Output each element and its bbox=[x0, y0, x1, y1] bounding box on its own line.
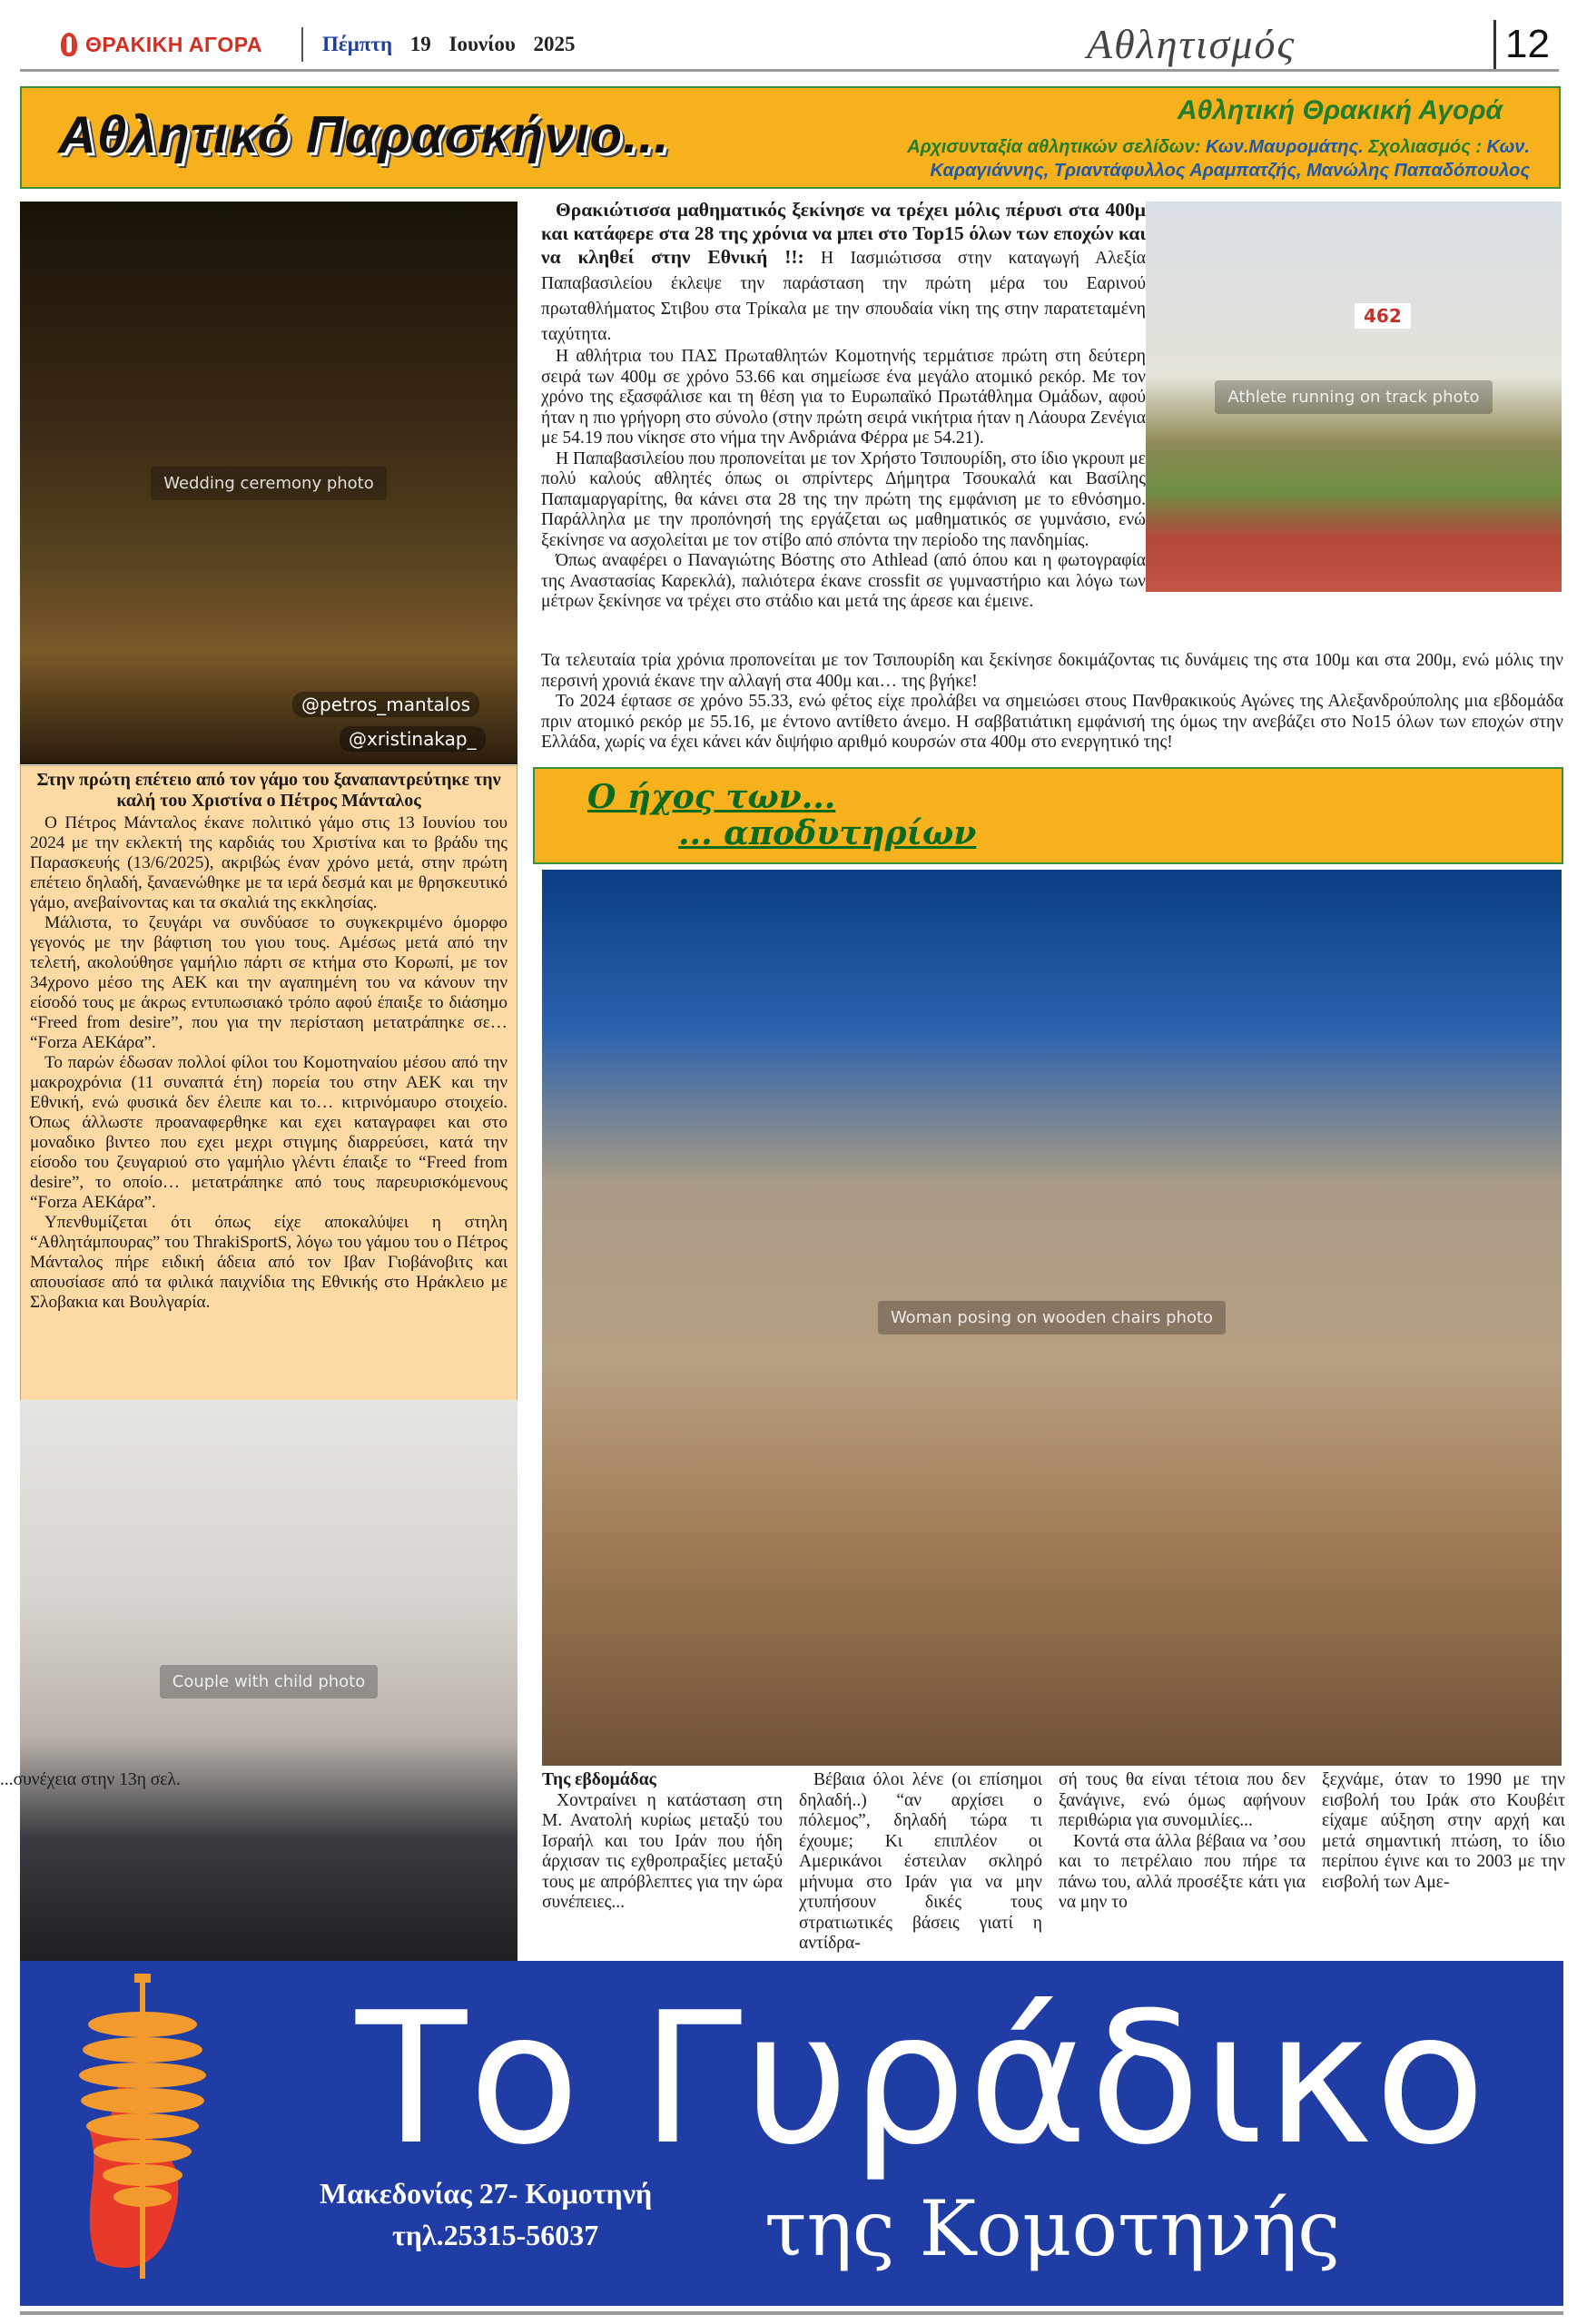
chairs-photo bbox=[542, 870, 1562, 1766]
athlete-headline-bold: Θρακιώτισσα μαθηματικός ξεκίνησε να τρέχει μόλις πέρυσι στα 400μ και κατάφερε στα 28 της χρόνια να μπει στο Top15 όλων των εποχών και να κληθεί στην Εθνική !!: bbox=[541, 199, 1146, 268]
weekly-text-4: ξεχνάμε, όταν το 1990 με την εισβολή του Ιράκ στο Κουβέιτ είχαμε αύξηση στην αρχή και μετά σημαντική πτώση, το ίδιο περίπου έγινε και το 2003 με την εισβολή των Αμε- bbox=[1322, 1770, 1565, 1892]
family-photo-caption: Couple with child photo bbox=[160, 1665, 379, 1699]
weekly-column-4 bbox=[1322, 1770, 1565, 1893]
wedding-photo-caption: Wedding ceremony photo bbox=[151, 467, 387, 500]
restaurant-subtitle: της Κομοτηνής bbox=[764, 2184, 1341, 2273]
athlete-article-headline bbox=[541, 198, 1146, 347]
dateline bbox=[322, 33, 588, 56]
credits-label: Αρχισυνταξία αθλητικών σελίδων: bbox=[907, 137, 1201, 157]
month: Ιουνίου bbox=[448, 33, 516, 55]
wedding-paragraph-1: Ο Πέτρος Μάνταλος έκανε πολιτικό γάμο στις 13 Ιουνίου του 2024 με την εκλεκτή της καρδιάς του Χριστίνα και το βράδυ της Παρασκευής (13/6/2025), ακριβώς έναν χρόνο μετά, στην πρώτη επέτειο δηλαδή, ξαναενώθηκε με τα ιερά δεσμά και με θρησκευτικό γάμο, ανεβαίνοντας και τα σκαλιά της εκκλησίας. bbox=[30, 813, 508, 912]
wedding-paragraph-2: Μάλιστα, το ζευγάρι να συνδύασε το συγκεκριμένο όμορφο γεγονός με την βάφτιση του γιου τους. Αμέσως μετά από την τελετή, ακολούθησε γαμήλιο πάρτι σε κτήμα στο Κορωπί, με τον 34χρονο μέσο της ΑΕΚ και την αγαπημένη του να κάνουν την είσοδό τους με άκρως εντυπωσιακό τρόπο αφού έπαιξε το διάσημο “Freed from desire”, που για την περίσταση μετατράπηκε σε… “Forza ΑΕΚάρα”. bbox=[30, 913, 508, 1052]
athlete-article bbox=[541, 198, 1146, 613]
wedding-paragraph-4: Υπενθυμίζεται ότι όπως είχε αποκαλύψει η στηλη “Αθλητάμπουρας” του ThrakiSportS, λόγω του γάμου του ο Πέτρος Μάνταλος πήρε ειδική άδεια από τον Ιβαν Γιοβάνοβιτς και απουσίασε από τα φιλικά παιχνίδια της Εθνικής στο Ηράκλειο με Σλοβακια και Βουλγαρία. bbox=[30, 1213, 508, 1312]
weekly-text-1: Χοντραίνει η κατάσταση στη Μ. Ανατολή κυρίως μεταξύ του Ισραήλ και του Ιράν που ήδη άρχισαν τις εχθροπραξίες μεταξύ τους με απρόβλεπτες για την ώρα συνέπειες... bbox=[542, 1790, 783, 1912]
restaurant-address: Μακεδονίας 27- Κομοτηνή bbox=[320, 2177, 653, 2210]
weekday: Πέμπτη bbox=[322, 33, 393, 55]
instagram-tag-xristina: @xristinakap_ bbox=[340, 726, 486, 752]
banner-brand: Αθλητική Θρακική Αγορά bbox=[1177, 95, 1503, 125]
page-bottom-rule bbox=[20, 2311, 1563, 2315]
page-number: 12 bbox=[1493, 20, 1559, 69]
athlete-paragraph-4: Το 2024 έφτασε σε χρόνο 55.33, ενώ φέτος είχε προλάβει να σημειώσει στους Πανθρακικούς Αγώνες της Αλεξανδρούπολης μια εβδομάδα πριν ατομικό ρεκόρ με 55.16, με έντονο αντίθετο άνεμο. Η σαββατιάτικη εμφάνισή της όμως την ανεβάζει στο Νο15 όλων των εποχών στην Ελλάδα, χωρίς να έχει κάνει κάν διψήφιο αριθμό κουρσών στα 400μ στο ενεργητικό της! bbox=[541, 692, 1563, 752]
credits-editor: Κων.Μαυρομάτης. bbox=[1200, 137, 1364, 157]
runner-photo bbox=[1146, 202, 1562, 592]
restaurant-phone: τηλ.25315-56037 bbox=[392, 2219, 599, 2251]
athlete-paragraph-1: Η αθλήτρια του ΠΑΣ Πρωταθλητών Κομοτηνής τερμάτισε πρώτη στη δεύτερη σειρά των 400μ σε χρόνο 53.66 και σημείωσε ένα μεγάλο ατομικό ρεκόρ. Με τον χρόνο της εξασφάλισε και τη θέση για το Ευρωπαϊκό Πρωτάθλημα Ομάδων, αφού ήταν η πιο γρήγορη στο σύνολο (στην πρώτη σειρά νικήτρια ήταν η Λάουρα Ζενέγια με 54.19 που νίκησε στο νήμα την Ανδριάνα Φέρρα με 54.21). bbox=[541, 347, 1146, 448]
section-title: Αθλητισμός bbox=[1087, 21, 1296, 67]
newspaper-logo bbox=[58, 27, 303, 62]
locker-title-line-2: ... αποδυτηρίων bbox=[678, 814, 977, 852]
banner-credits bbox=[876, 135, 1530, 182]
wedding-paragraph-3: Το παρών έδωσαν πολλοί φίλοι του Κομοτηναίου μέσου από την μακροχρόνια (11 συναπτά έτη) πορεία του στην ΑΕΚ και την Εθνική, ενώ φυσικά δεν έλειπε και το… κιτρινόμαυρο στοιχείο. Όπως άλλωστε προαναφερθηκε και εχει καταγραφει και στο μοναδικο βιντεο που εχει μεχρι στιγμης διαρρεύσει, κατά την είσοδο του ζευγαριού στο γαμήλιο γλέντι έπαιξε το “Freed from desire”, το οποίο… μετατράπηκε από τους παρευρισκόμενους “Forza ΑΕΚάρα”. bbox=[30, 1053, 508, 1212]
section-banner bbox=[20, 86, 1561, 189]
restaurant-advertisement bbox=[20, 1961, 1563, 2306]
race-bib: 462 bbox=[1355, 303, 1411, 329]
locker-room-banner bbox=[533, 767, 1563, 864]
weekly-column-3 bbox=[1059, 1770, 1306, 1914]
masthead bbox=[20, 16, 1559, 73]
chairs-photo-caption: Woman posing on wooden chairs photo bbox=[878, 1301, 1226, 1334]
weekly-column-1 bbox=[542, 1770, 783, 1914]
locker-title-line-1: Ο ήχος των... bbox=[587, 778, 836, 816]
credits-comments-label: Σχολιασμός : bbox=[1363, 137, 1482, 157]
wedding-article bbox=[20, 765, 517, 1401]
family-photo bbox=[20, 1400, 517, 1963]
athlete-paragraph-2: Η Παπαβασιλείου που προπονείται με τον Χρήστο Τσιπουρίδη, στο ίδιο γκρουπ με πολύ καλούς αθλητές όπως οι σπρίντερς Δήμητρα Τσουκαλά και Βασίλης Παπαμαργαρίτης, θα κάνει στα 28 της την πρώτη της εμφάνιση με το εθνόσημο. Παράλληλα με την προπόνησή της εργάζεται ως μαθηματικός σε γυμνάσιο, ενώ ξεκίνησε να ασχολείται με τον στίβο από σπόντα την περίοδο της πανδημίας. bbox=[541, 448, 1146, 550]
year: 2025 bbox=[533, 33, 576, 55]
day: 19 bbox=[409, 33, 431, 55]
flame-logo-icon bbox=[58, 31, 80, 58]
athlete-article-continuation bbox=[541, 651, 1563, 753]
athlete-paragraph-3b: Τα τελευταία τρία χρόνια προπονείται με τον Τσιπουρίδη και ξεκίνησε δοκιμάζοντας τις δυνάμεις της στα 100μ και στα 200μ, ενώ μόλις την περσινή χρονιά έκανε την αλλαγή στα 400μ και… της βγήκε! bbox=[541, 651, 1563, 691]
athlete-paragraph-3a: Όπως αναφέρει ο Παναγιώτης Βόστης στο Athlead (από όπου και η φωτογραφία της Αναστασίας Καρεκλά), παλιότερα έκανε crossfit σε γυμναστήριο και λόγω των μέτρων ξεκίνησε να τρέχει στο στάδιο και μετά της άρεσε και έμεινε. bbox=[541, 551, 1146, 611]
newspaper-name: ΘΡΑΚΙΚΗ ΑΓΟΡΑ bbox=[85, 32, 262, 56]
weekly-kicker: Της εβδομάδας bbox=[542, 1770, 656, 1789]
instagram-tag-petros: @petros_mantalos bbox=[292, 692, 479, 717]
wedding-article-headline: Στην πρώτη επέτειο από τον γάμο του ξαναπαντρεύτηκε την καλή του Χριστίνα ο Πέτρος Μάνταλος bbox=[36, 770, 501, 811]
athlete-lead-text: Η Ιασμιώτισσα στην καταγωγή Αλεξία Παπαβασιλείου έκλεψε την παράσταση την πρώτη μέρα του Εαρινού πρωταθλήματος Στιβου στα Τρίκαλα με την σπουδαία νίκη της στην παρατεταμένη ταχύτητα. bbox=[541, 249, 1147, 344]
masthead-divider bbox=[20, 69, 1559, 72]
runner-photo-caption: Athlete running on track photo bbox=[1215, 380, 1492, 414]
wedding-photo bbox=[20, 202, 517, 764]
gyro-spit-icon bbox=[60, 1961, 214, 2288]
weekly-text-2: Βέβαια όλοι λένε (οι επίσημοι δηλαδή..) “αν αρχίσει ο πόλεμος”, δηλαδή τώρα τι έχουμε; Κι επιπλέον οι Αμερικάνοι έστειλαν σκληρό μήνυμα στο Ιράν για να μην χτυπήσουν δικές τους στρατιωτικές βάσεις γιατί η αντίδρα- bbox=[799, 1770, 1042, 1953]
weekly-text-3b: Κοντά στα άλλα βέβαια να ’σου και το πετρέλαιο που πήρε τα πάνω του, αλλά προσέξτε κάτι για να μην το bbox=[1059, 1831, 1306, 1912]
banner-title: Αθλητικό Παρασκήνιο... bbox=[58, 105, 670, 164]
restaurant-name: Το Γυράδικο bbox=[356, 1974, 1488, 2185]
wedding-article-body bbox=[30, 813, 508, 1313]
continued-note: ...συνέχεια στην 13η σελ. bbox=[0, 1770, 181, 1789]
credits-commentators: Κων. Καραγιάννης, Τριαντάφυλλος Αραμπατζής, Μανώλης Παπαδόπουλος bbox=[930, 137, 1530, 181]
weekly-text-3a: σή τους θα είναι τέτοια που δεν ξανάγινε, ενώ όμως αφήνουν περιθώρια για συνομιλίες... bbox=[1059, 1770, 1306, 1830]
weekly-column-2 bbox=[799, 1770, 1042, 1955]
